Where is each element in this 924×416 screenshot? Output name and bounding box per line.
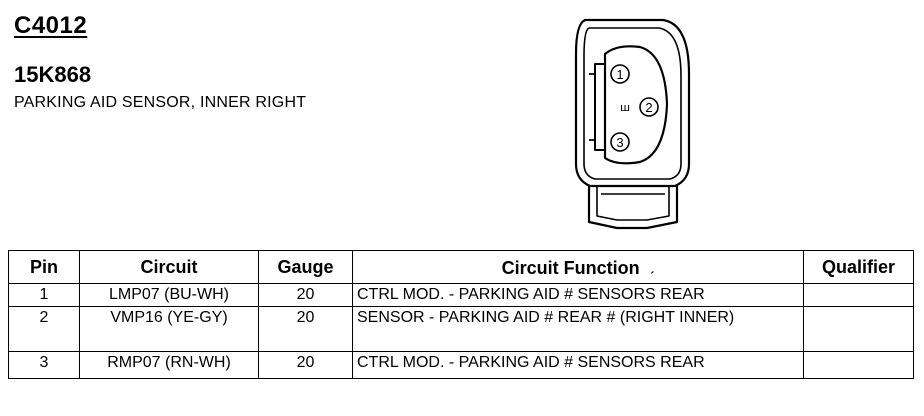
cell-gauge: 20 bbox=[259, 307, 353, 352]
cell-circuit: RMP07 (RN-WH) bbox=[80, 352, 259, 379]
col-header-function-label: Circuit Function bbox=[501, 257, 640, 278]
cell-function: CTRL MOD. - PARKING AID # SENSORS REAR bbox=[353, 284, 804, 307]
component-name: PARKING AID SENSOR, INNER RIGHT bbox=[14, 94, 307, 111]
cell-pin: 2 bbox=[9, 307, 80, 352]
cell-qualifier bbox=[804, 352, 914, 379]
col-header-qualifier: Qualifier bbox=[804, 251, 914, 284]
connector-latch bbox=[589, 186, 677, 228]
col-header-function-mark: ˏ bbox=[649, 257, 655, 274]
cell-gauge: 20 bbox=[259, 352, 353, 379]
locking-tab bbox=[595, 64, 605, 150]
cell-circuit: LMP07 (BU-WH) bbox=[80, 284, 259, 307]
connector-id: C4012 bbox=[14, 12, 88, 39]
table-row bbox=[9, 352, 914, 379]
connector-face-diagram bbox=[565, 14, 700, 240]
col-header-circuit: Circuit bbox=[80, 251, 259, 284]
col-header-pin: Pin bbox=[9, 251, 80, 284]
cell-gauge: 20 bbox=[259, 284, 353, 307]
col-header-function bbox=[353, 251, 804, 284]
connector-housing-outer bbox=[576, 20, 689, 186]
cell-qualifier bbox=[804, 307, 914, 352]
cell-circuit: VMP16 (YE-GY) bbox=[80, 307, 259, 352]
cell-pin: 3 bbox=[9, 352, 80, 379]
table-row bbox=[9, 307, 914, 352]
pin-1-label: 1 bbox=[616, 67, 624, 82]
part-number: 15K868 bbox=[14, 62, 92, 87]
table-header-row bbox=[9, 251, 914, 284]
key-mark: ш bbox=[619, 101, 631, 114]
cell-pin: 1 bbox=[9, 284, 80, 307]
pin-table bbox=[8, 250, 914, 379]
cell-function: SENSOR - PARKING AID # REAR # (RIGHT INNER) bbox=[353, 307, 804, 352]
cell-function: CTRL MOD. - PARKING AID # SENSORS REAR bbox=[353, 352, 804, 379]
pin-3-label: 3 bbox=[616, 135, 624, 150]
table-row bbox=[9, 284, 914, 307]
col-header-gauge: Gauge bbox=[259, 251, 353, 284]
cell-qualifier bbox=[804, 284, 914, 307]
pin-2-label: 2 bbox=[645, 100, 653, 115]
